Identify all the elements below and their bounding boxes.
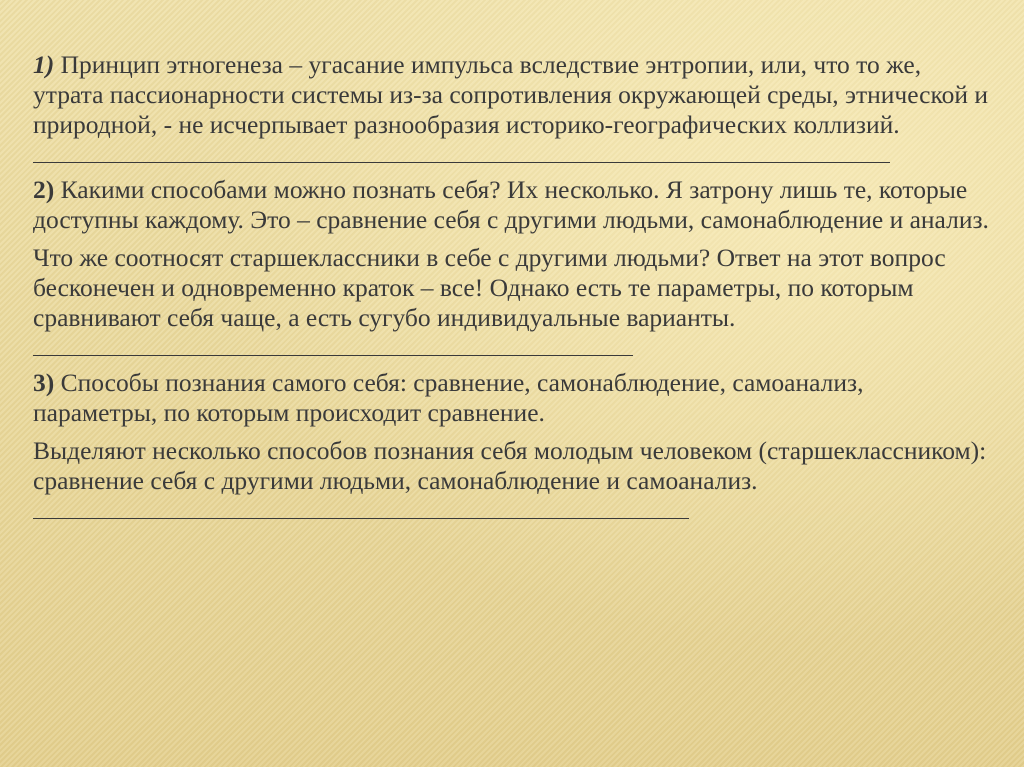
slide-content <box>33 50 993 519</box>
block-1-text-1: Принцип этногенеза – угасание импульса вследствие энтропии, или, что то же, утрата пассионарности системы из-за сопротивления окружающей среды, этнической и природной, - не исчерпывает разнообразия историко-географических коллизий. <box>33 50 988 139</box>
block-1-paragraph-1 <box>33 50 993 140</box>
block-1-number: 1) <box>33 50 55 79</box>
block-3-text-2: Выделяют несколько способов познания себя молодым человеком (старшеклассником): сравнение себя с другими людьми, самонаблюдение и самоанализ. <box>33 436 987 495</box>
separator-line-1 <box>33 162 890 163</box>
separator-line-2 <box>33 355 633 356</box>
block-2-number: 2) <box>33 175 55 204</box>
block-3-number: 3) <box>33 368 55 397</box>
block-3-paragraph-2 <box>33 436 993 496</box>
separator-line-3 <box>33 518 689 519</box>
block-2-text-1: Какими способами можно познать себя? Их несколько. Я затрону лишь те, которые доступны каждому. Это – сравнение себя с другими людьми, самонаблюдение и анализ. <box>33 175 989 234</box>
block-2-paragraph-2 <box>33 243 993 333</box>
block-3-paragraph-1 <box>33 368 993 428</box>
block-3-text-1: Способы познания самого себя: сравнение, самонаблюдение, самоанализ, параметры, по которым происходит сравнение. <box>33 368 864 427</box>
block-2-paragraph-1 <box>33 175 993 235</box>
block-2-text-2: Что же соотносят старшеклассники в себе с другими людьми? Ответ на этот вопрос бесконечен и одновременно краток – все! Однако есть те параметры, по которым сравнивают себя чаще, а есть сугубо индивидуальные варианты. <box>33 243 946 332</box>
